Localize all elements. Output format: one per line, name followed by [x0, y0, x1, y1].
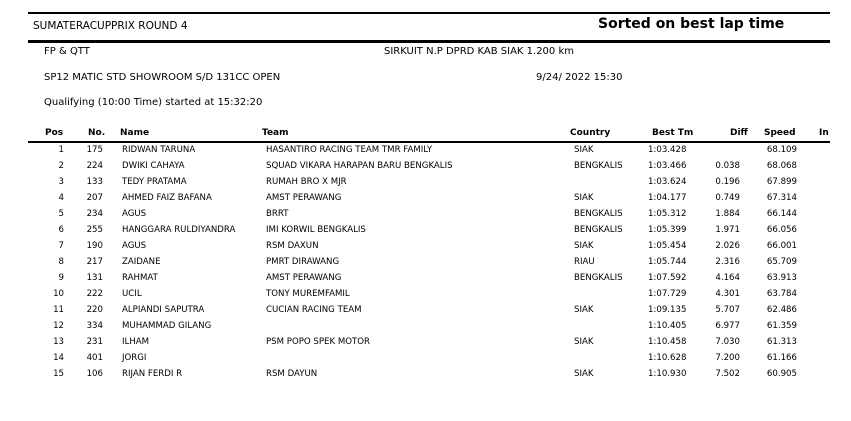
- cell-name: ALPIANDI SAPUTRA: [122, 305, 205, 315]
- cell-diff: 7.200: [715, 353, 740, 363]
- circuit-label: SIRKUIT N.P DPRD KAB SIAK 1.200 km: [384, 46, 574, 57]
- cell-country: SIAK: [574, 145, 594, 155]
- top-rule: [28, 12, 830, 14]
- cell-name: AHMED FAIZ BAFANA: [122, 193, 212, 203]
- cell-best: 1:03.624: [648, 177, 687, 187]
- cell-diff: 0.196: [715, 177, 740, 187]
- cell-diff: 7.502: [715, 369, 740, 379]
- cell-no: 401: [86, 353, 103, 363]
- cell-diff: 2.026: [715, 241, 740, 251]
- col-header-pos: Pos: [45, 128, 64, 138]
- cell-pos: 9: [58, 273, 64, 283]
- cell-pos: 13: [53, 337, 64, 347]
- cell-pos: 3: [58, 177, 64, 187]
- cell-team: RSM DAYUN: [266, 369, 318, 379]
- cell-name: MUHAMMAD GILANG: [122, 321, 212, 331]
- cell-no: 255: [86, 225, 103, 235]
- cell-team: SQUAD VIKARA HARAPAN BARU BENGKALIS: [266, 161, 453, 171]
- cell-team: BRRT: [266, 209, 289, 219]
- cell-best: 1:03.428: [648, 145, 687, 155]
- cell-name: AGUS: [122, 209, 147, 219]
- cell-country: SIAK: [574, 193, 594, 203]
- cell-no: 222: [86, 289, 103, 299]
- cell-name: TEDY PRATAMA: [122, 177, 187, 187]
- table-row: [0, 321, 851, 337]
- cell-diff: 0.038: [715, 161, 740, 171]
- table-row: [0, 369, 851, 385]
- table-row: [0, 273, 851, 289]
- cell-country: RIAU: [574, 257, 595, 267]
- cell-name: UCIL: [122, 289, 142, 299]
- cell-no: 224: [86, 161, 103, 171]
- cell-best: 1:10.458: [648, 337, 687, 347]
- cell-team: AMST PERAWANG: [266, 273, 342, 283]
- cell-name: RIJAN FERDI R: [122, 369, 183, 379]
- cell-name: ILHAM: [122, 337, 150, 347]
- cell-no: 234: [86, 209, 103, 219]
- col-header-team: Team: [262, 128, 289, 138]
- cell-pos: 8: [58, 257, 64, 267]
- cell-no: 220: [86, 305, 103, 315]
- cell-best: 1:04.177: [648, 193, 687, 203]
- cell-best: 1:05.312: [648, 209, 687, 219]
- qualifying-info: Qualifying (10:00 Time) started at 15:32:20: [44, 97, 263, 108]
- col-header-in: In: [819, 128, 829, 138]
- cell-team: AMST PERAWANG: [266, 193, 342, 203]
- cell-diff: 1.884: [715, 209, 740, 219]
- cell-no: 217: [86, 257, 103, 267]
- cell-speed: 68.109: [766, 145, 797, 155]
- cell-diff: 4.164: [715, 273, 740, 283]
- table-row: [0, 193, 851, 209]
- cell-speed: 66.056: [766, 225, 797, 235]
- col-header-diff: Diff: [730, 128, 748, 138]
- cell-pos: 4: [58, 193, 64, 203]
- cell-speed: 63.784: [766, 289, 797, 299]
- cell-name: JORGI: [122, 353, 147, 363]
- cell-country: BENGKALIS: [574, 161, 623, 171]
- cell-best: 1:09.135: [648, 305, 687, 315]
- cell-diff: 1.971: [715, 225, 740, 235]
- cell-team: IMI KORWIL BENGKALIS: [266, 225, 366, 235]
- cell-no: 207: [86, 193, 103, 203]
- table-row: [0, 225, 851, 241]
- col-header-no: No.: [88, 128, 106, 138]
- event-name: SUMATERACUPPRIX ROUND 4: [33, 20, 188, 32]
- col-header-speed: Speed: [764, 128, 796, 138]
- cell-pos: 6: [58, 225, 64, 235]
- table-row: [0, 241, 851, 257]
- cell-diff: 6.977: [715, 321, 740, 331]
- cell-speed: 60.905: [766, 369, 797, 379]
- cell-country: SIAK: [574, 337, 594, 347]
- cell-best: 1:10.628: [648, 353, 687, 363]
- col-header-best: Best Tm: [652, 128, 694, 138]
- cell-speed: 62.486: [766, 305, 797, 315]
- cell-country: BENGKALIS: [574, 273, 623, 283]
- cell-no: 231: [86, 337, 103, 347]
- table-row: [0, 145, 851, 161]
- table-row: [0, 209, 851, 225]
- cell-team: CUCIAN RACING TEAM: [266, 305, 362, 315]
- cell-no: 131: [86, 273, 103, 283]
- cell-no: 106: [86, 369, 103, 379]
- cell-pos: 15: [53, 369, 64, 379]
- cell-pos: 10: [53, 289, 64, 299]
- cell-speed: 67.314: [766, 193, 797, 203]
- cell-name: ZAIDANE: [122, 257, 161, 267]
- table-row: [0, 257, 851, 273]
- cell-diff: 2.316: [715, 257, 740, 267]
- table-row: [0, 353, 851, 369]
- cell-name: RIDWAN TARUNA: [122, 145, 196, 155]
- cell-best: 1:03.466: [648, 161, 687, 171]
- cell-best: 1:07.592: [648, 273, 687, 283]
- cell-country: SIAK: [574, 241, 594, 251]
- cell-pos: 7: [58, 241, 64, 251]
- cell-country: SIAK: [574, 305, 594, 315]
- cell-speed: 67.899: [766, 177, 797, 187]
- cell-speed: 61.166: [766, 353, 797, 363]
- cell-country: SIAK: [574, 369, 594, 379]
- cell-diff: 4.301: [715, 289, 740, 299]
- cell-team: PSM POPO SPEK MOTOR: [266, 337, 371, 347]
- session-datetime: 9/24/ 2022 15:30: [536, 72, 623, 83]
- cell-no: 175: [86, 145, 103, 155]
- cell-speed: 61.359: [766, 321, 797, 331]
- cell-diff: 0.749: [715, 193, 740, 203]
- cell-speed: 66.144: [766, 209, 797, 219]
- cell-team: RSM DAXUN: [266, 241, 319, 251]
- sort-note: Sorted on best lap time: [598, 16, 785, 32]
- cell-best: 1:05.744: [648, 257, 687, 267]
- cell-team: RUMAH BRO X MJR: [266, 177, 347, 187]
- col-header-country: Country: [570, 128, 611, 138]
- cell-best: 1:10.930: [648, 369, 687, 379]
- cell-best: 1:07.729: [648, 289, 687, 299]
- cell-team: PMRT DIRAWANG: [266, 257, 340, 267]
- cell-country: BENGKALIS: [574, 225, 623, 235]
- cell-speed: 68.068: [766, 161, 797, 171]
- cell-name: RAHMAT: [122, 273, 158, 283]
- cell-speed: 65.709: [766, 257, 797, 267]
- cell-diff: 5.707: [715, 305, 740, 315]
- cell-pos: 12: [53, 321, 64, 331]
- table-row: [0, 177, 851, 193]
- cell-best: 1:05.399: [648, 225, 687, 235]
- cell-no: 190: [86, 241, 103, 251]
- cell-no: 133: [86, 177, 103, 187]
- cell-pos: 14: [53, 353, 64, 363]
- cell-team: TONY MUREMFAMIL: [266, 289, 350, 299]
- cell-pos: 1: [58, 145, 64, 155]
- cell-pos: 5: [58, 209, 64, 219]
- cell-speed: 66.001: [766, 241, 797, 251]
- class-name: SP12 MATIC STD SHOWROOM S/D 131CC OPEN: [44, 72, 281, 83]
- cell-country: BENGKALIS: [574, 209, 623, 219]
- cell-no: 334: [86, 321, 103, 331]
- cell-best: 1:10.405: [648, 321, 687, 331]
- cell-name: DWIKI CAHAYA: [122, 161, 185, 171]
- cell-speed: 63.913: [766, 273, 797, 283]
- table-row: [0, 305, 851, 321]
- header-rule: [28, 40, 830, 43]
- cell-diff: 7.030: [715, 337, 740, 347]
- table-header-rule: [28, 141, 830, 143]
- cell-team: HASANTIRO RACING TEAM TMR FAMILY: [266, 145, 433, 155]
- cell-pos: 11: [53, 305, 64, 315]
- table-row: [0, 161, 851, 177]
- cell-speed: 61.313: [766, 337, 797, 347]
- cell-best: 1:05.454: [648, 241, 687, 251]
- table-row: [0, 289, 851, 305]
- table-row: [0, 337, 851, 353]
- col-header-name: Name: [120, 128, 150, 138]
- session-label: FP & QTT: [44, 46, 90, 57]
- cell-name: AGUS: [122, 241, 147, 251]
- cell-pos: 2: [58, 161, 64, 171]
- cell-name: HANGGARA RULDIYANDRA: [122, 225, 236, 235]
